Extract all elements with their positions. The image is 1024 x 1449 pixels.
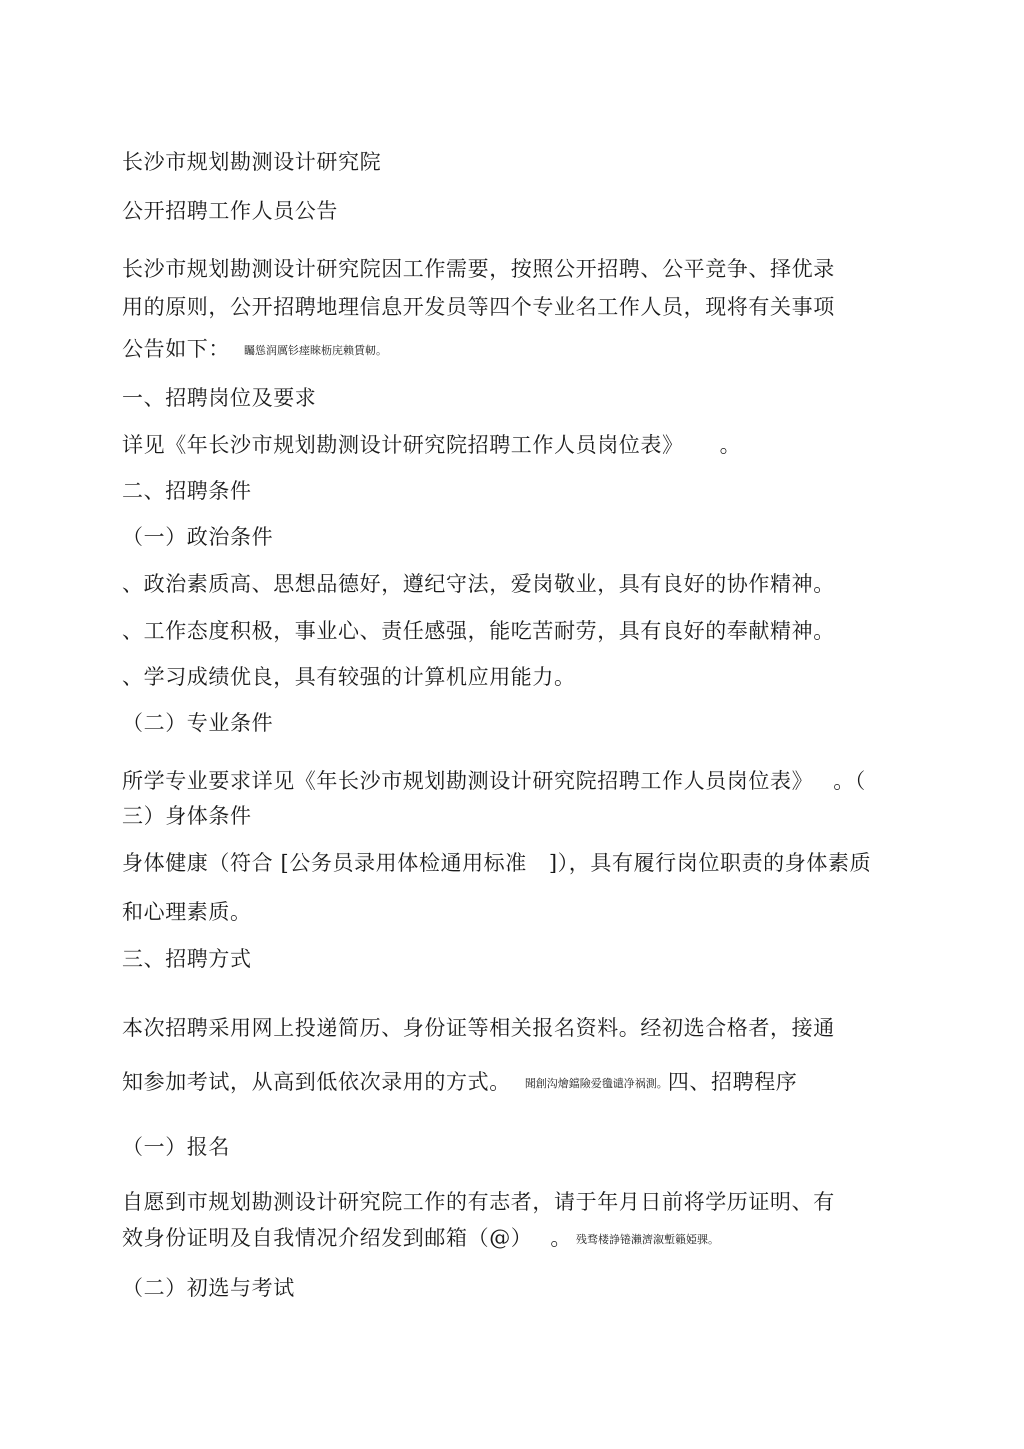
section-3-heading: 三、招聘方式 bbox=[122, 947, 252, 971]
section-4-line-2 bbox=[122, 1224, 719, 1254]
section-2-item-1: 、政治素质高、思想品德好，遵纪守法，爱岗敬业，具有良好的协作精神。 bbox=[122, 572, 835, 596]
section-4-line-1: 自愿到市规划勘测设计研究院工作的有志者，请于年月日前将学历证明、有 bbox=[122, 1190, 835, 1214]
section-2-health-line-1 bbox=[122, 849, 871, 877]
title-line-2: 公开招聘工作人员公告 bbox=[122, 199, 338, 223]
intro-line-1: 长沙市规划勘测设计研究院因工作需要，按照公开招聘、公平竞争、择优录 bbox=[122, 257, 835, 281]
section-2-item-3: 、学习成绩优良，具有较强的计算机应用能力。 bbox=[122, 665, 576, 689]
section-2-sub-3: 三）身体条件 bbox=[122, 804, 252, 828]
section-4-noise-text: 残骛楼諍锩瀨濟溆塹籟婭骒。 bbox=[576, 1233, 720, 1246]
section-1-detail-end: 。 bbox=[719, 433, 742, 457]
section-2-heading: 二、招聘条件 bbox=[122, 479, 252, 503]
intro-line-2: 用的原则，公开招聘地理信息开发员等四个专业名工作人员，现将有关事项 bbox=[122, 295, 835, 319]
section-2-item-2: 、工作态度积极，事业心、责任感强，能吃苦耐劳，具有良好的奉献精神。 bbox=[122, 619, 835, 643]
section-1-detail-text: 详见《年长沙市规划勘测设计研究院招聘工作人员岗位表》 bbox=[122, 433, 684, 457]
section-2-health-end: ]），具有履行岗位职责的身体素质 bbox=[548, 851, 872, 875]
section-2-health-line-2: 和心理素质。 bbox=[122, 900, 252, 924]
section-2-major-line bbox=[122, 767, 866, 795]
section-4-line-2-text: 效身份证明及自我情况介绍发到邮箱（@） bbox=[122, 1226, 533, 1250]
section-3-noise-text: 聞創沟燴鐺險爱氇谴净祸測。 bbox=[524, 1077, 668, 1090]
title-line-1: 长沙市规划勘测设计研究院 bbox=[122, 150, 382, 174]
section-1-detail bbox=[122, 431, 741, 459]
section-2-major-end: 。（ bbox=[833, 769, 866, 793]
section-2-major-text: 所学专业要求详见《年长沙市规划勘测设计研究院招聘工作人员岗位表》 bbox=[122, 769, 814, 793]
section-4-sub-2: （二）初选与考试 bbox=[122, 1276, 295, 1300]
intro-line-3-text: 公告如下： bbox=[122, 337, 230, 361]
section-2-sub-2: （二）专业条件 bbox=[122, 711, 274, 735]
intro-noise-text: 矚慫润厲钐瘗睞枥庑赖賃軔。 bbox=[244, 344, 387, 357]
section-3-line-2-text: 知参加考试，从高到低依次录用的方式。 bbox=[122, 1070, 511, 1094]
section-4-sub-1: （一）报名 bbox=[122, 1135, 230, 1159]
intro-line-3 bbox=[122, 335, 387, 365]
section-2-health-text: 身体健康（符合 [公务员录用体检通用标准 bbox=[122, 851, 527, 875]
section-3-line-1: 本次招聘采用网上投递简历、身份证等相关报名资料。经初选合格者，接通 bbox=[122, 1016, 835, 1040]
section-3-line-2 bbox=[122, 1068, 797, 1098]
section-2-sub-1: （一）政治条件 bbox=[122, 525, 274, 549]
section-1-heading: 一、招聘岗位及要求 bbox=[122, 386, 317, 410]
section-4-heading: 四、招聘程序 bbox=[667, 1070, 798, 1094]
section-4-line-2-end: 。 bbox=[550, 1226, 573, 1250]
